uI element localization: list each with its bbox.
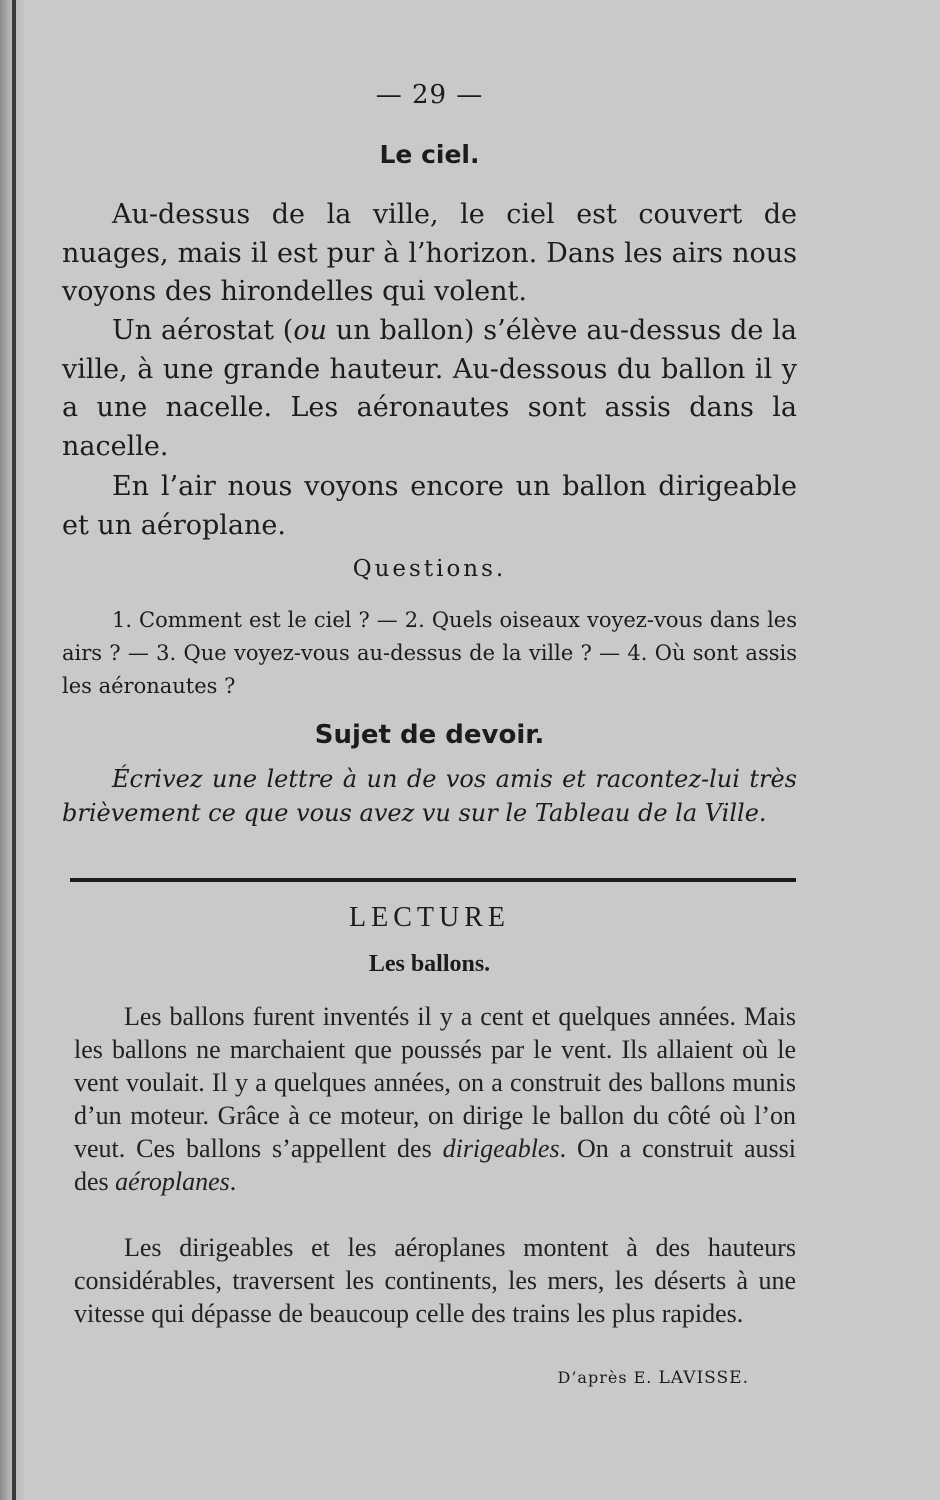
attribution [558,1368,750,1388]
sujet-text [62,762,797,830]
lecture-p1-mid: . On a construit aussi des [74,1134,796,1196]
lecture-p2-text: Les dirigeables et les aéroplanes montent à des hauteurs considérables, traversent les continents, les mers, les déserts à une vitesse qui dépasse de beaucoup celle des trains les plus rapides. [74,1233,796,1328]
questions-title: Questions. [352,556,507,582]
sujet-body: Écrivez une lettre à un de vos amis et racontez-lui très brièvement ce que vous avez vu sur le Tableau de la Ville. [62,765,797,827]
lecture-paragraph-2 [74,1231,796,1330]
lecture-p1-italic-dirigeables: dirigeables [442,1134,560,1163]
lecture-title: Les ballons. [368,951,491,977]
lecture-p1-end: . [229,1167,237,1196]
lecture-p1-text: Les ballons furent inventés il y a cent et quelques années. Mais les ballons ne marchaient que poussés par le vent. Ils allaient où le vent voulait. Il y a quelques années, on a construit des ballons munis d’un moteur. Grâce à ce moteur, on dirige le ballon du côté où l’on veut. Ces ballons s’appellent des [74,1002,796,1163]
paragraph-3-text: En l’air nous voyons encore un ballon dirigeable et un aéroplane. [62,471,797,541]
paragraph-2 [62,312,797,466]
questions-text [62,604,797,703]
paragraph-1-text: Au-dessus de la ville, le ciel est couvert de nuages, mais il est pur à l’horizon. Dans les airs nous voyons des hirondelles qui volent. [62,199,797,307]
paragraph-2-after: un ballon) s’élève au-dessus de la ville, à une grande hauteur. Au-dessous du ballon il y a une nacelle. Les aéronautes sont assis dans la nacelle. [62,315,797,462]
book-page [62,0,797,1500]
lecture-p1-italic-aeroplanes: aéroplanes [115,1167,230,1196]
questions-body: 1. Comment est le ciel ? — 2. Quels oiseaux voyez-vous dans les airs ? — 3. Que voyez-vous au-dessus de la ville ? — 4. Où sont assis les aéronautes ? [62,608,797,698]
section-title-le-ciel: Le ciel. [379,140,480,169]
paragraph-2-before: Un aérostat ( [112,315,294,346]
paragraph-3 [62,468,797,545]
attribution-author: LAVISSE. [658,1368,749,1388]
lecture-heading: LECTURE [349,902,510,933]
lecture-paragraph-1 [74,1000,796,1198]
attribution-prefix: D’après E. [557,1368,653,1387]
section-divider [70,878,796,882]
book-gutter-line [12,0,16,1500]
paragraph-1 [62,196,797,312]
paragraph-2-italic: ou [293,315,327,346]
sujet-title: Sujet de devoir. [314,720,545,750]
page-number: — 29 — [375,80,484,110]
